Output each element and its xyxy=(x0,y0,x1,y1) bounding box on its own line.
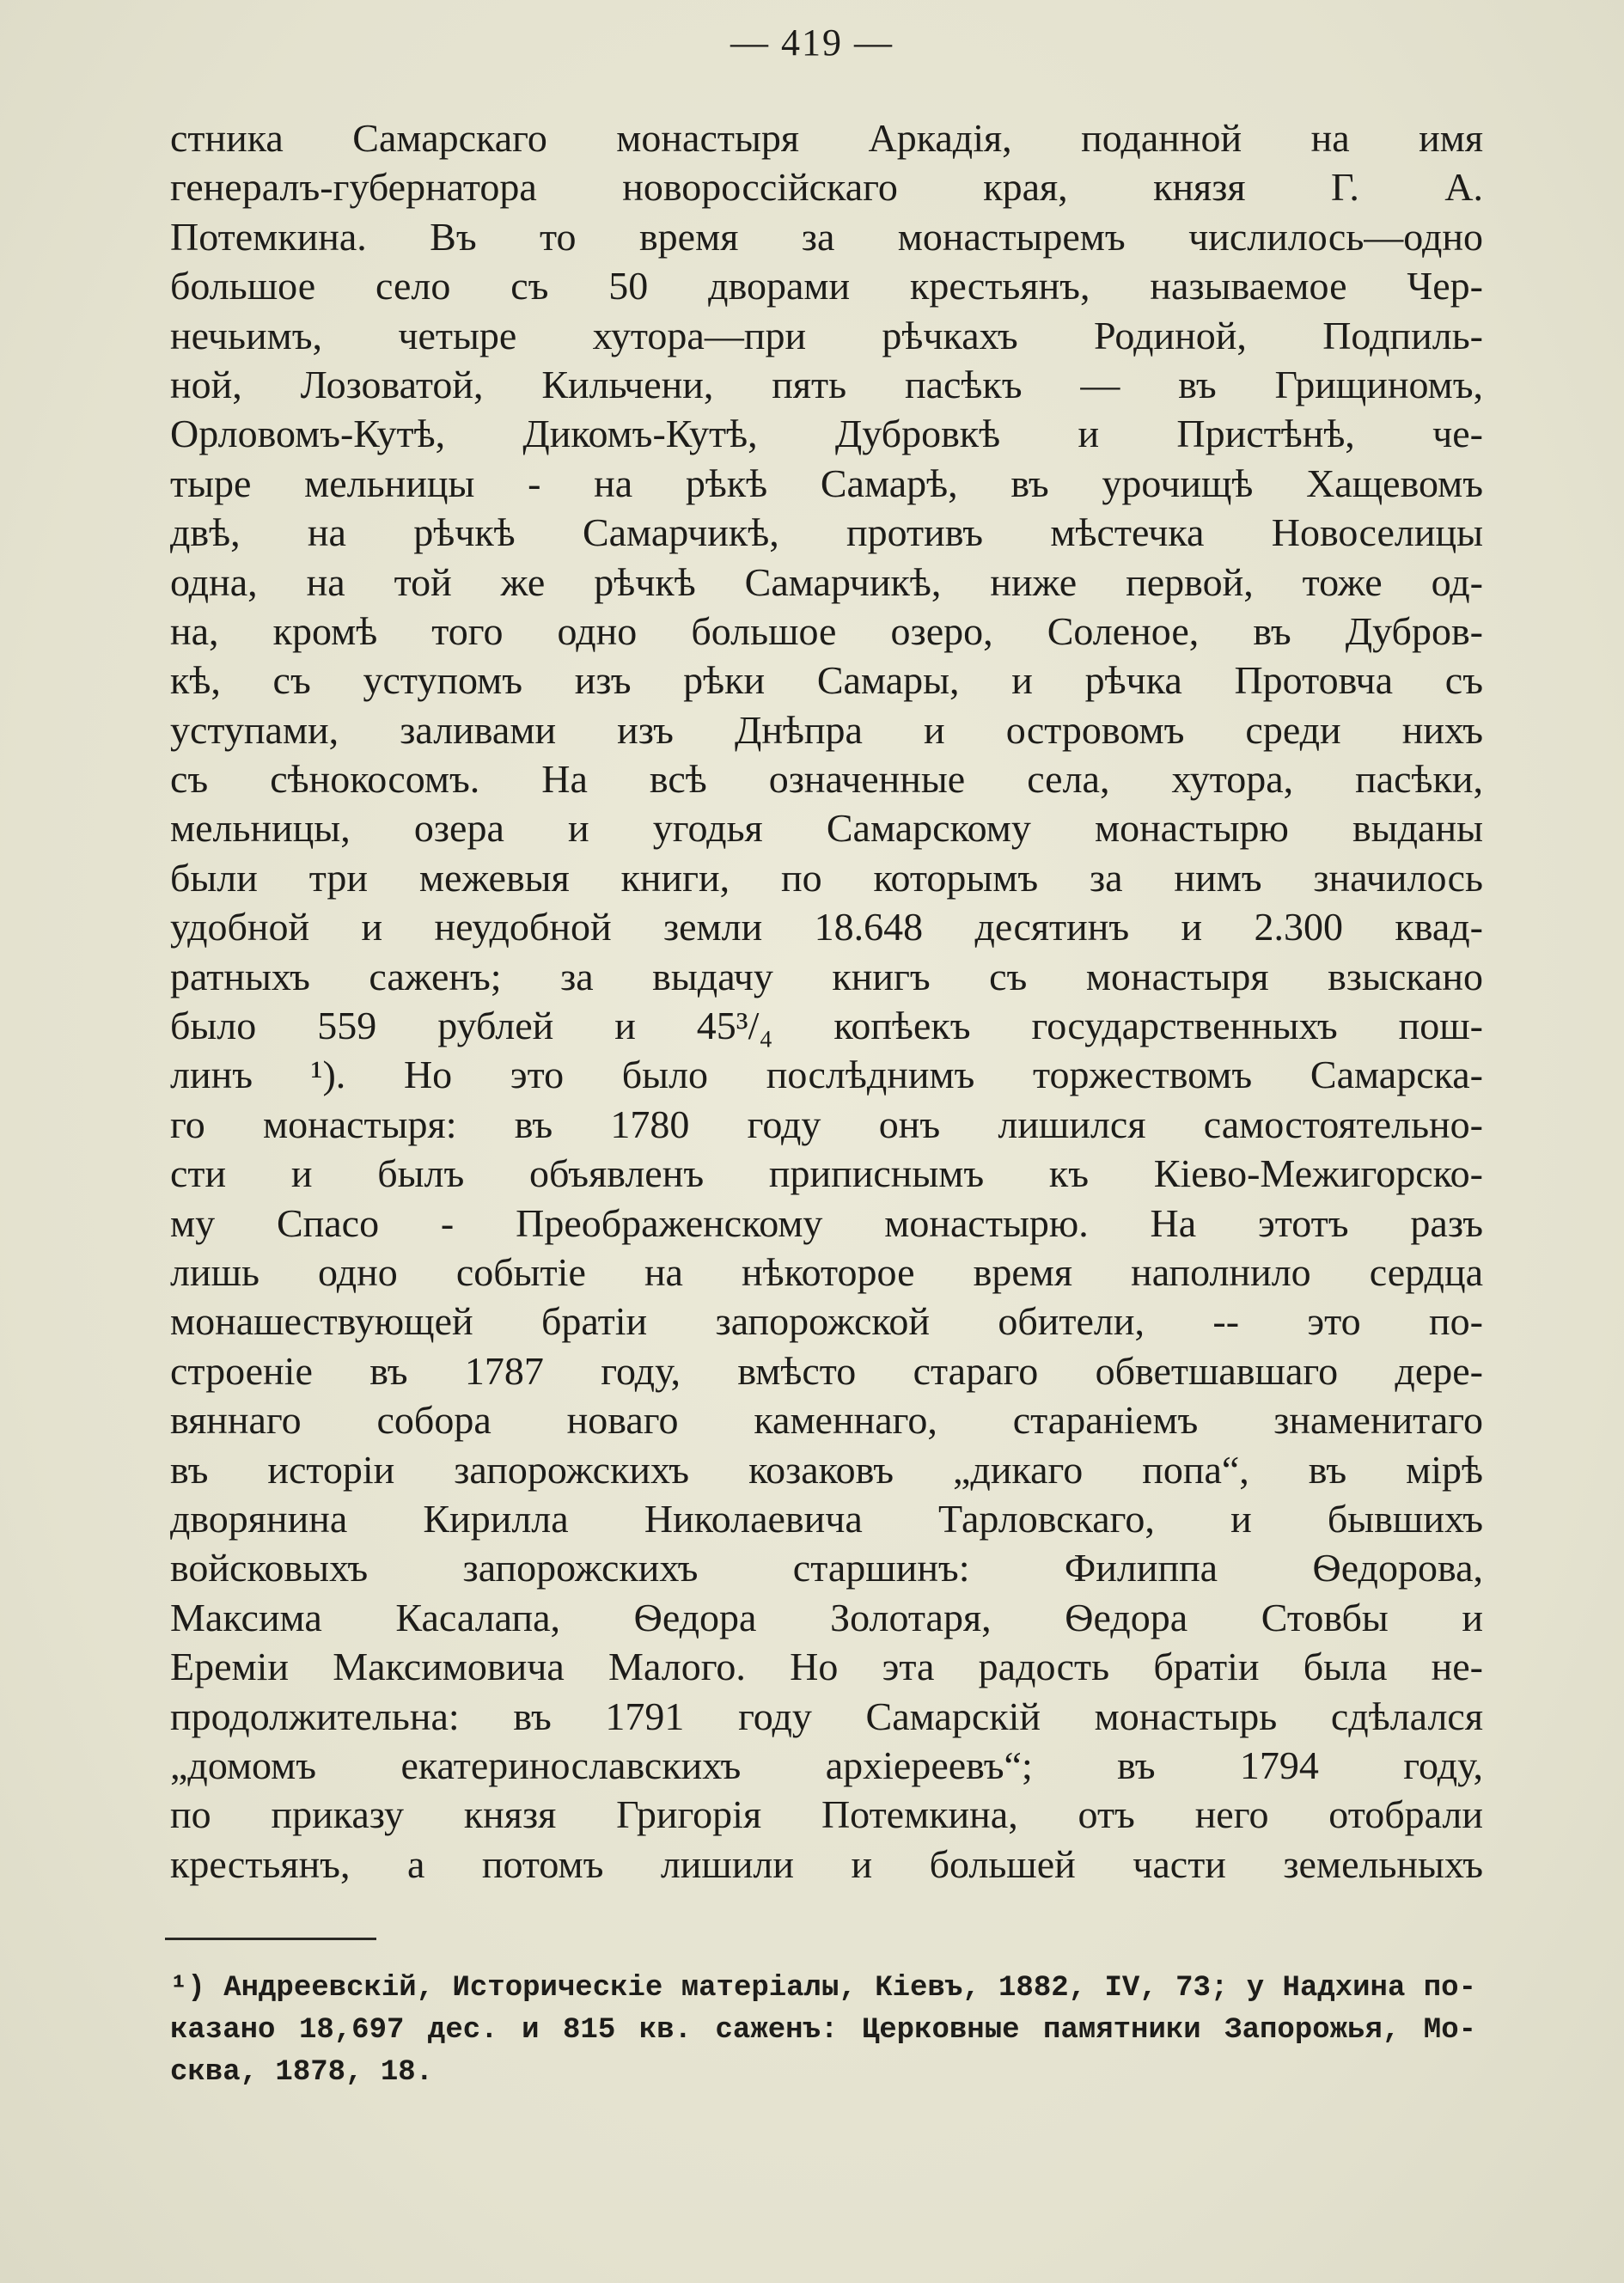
text-line: линъ ¹). Но это было послѣднимъ торжествомъ Самарска- xyxy=(170,1053,1483,1097)
text-line: строеніе въ 1787 году, вмѣсто стараго обветшавшаго дере- xyxy=(170,1348,1483,1393)
page-number: — 419 — xyxy=(730,21,894,64)
text-line: ратныхъ саженъ; за выдачу книгъ съ монастыря взыскано xyxy=(170,954,1483,998)
text-line: по приказу князя Григорія Потемкина, отъ него отобрали xyxy=(170,1792,1483,1837)
text-line: на, кромѣ того одно большое озеро, Соленое, въ Дубров- xyxy=(170,608,1483,653)
text-line: му Спасо - Преображенскому монастырю. На этотъ разъ xyxy=(170,1200,1483,1245)
text-line: лишь одно событіе на нѣкоторое время наполнило сердца xyxy=(170,1249,1483,1294)
footnote-divider xyxy=(165,1938,376,1940)
text-line: было 559 рублей и 45³/₄ копѣекъ государственныхъ пош- xyxy=(170,1004,1483,1048)
text-line: Потемкина. Въ то время за монастыремъ числилось—одно xyxy=(170,214,1483,259)
text-line: уступами, заливами изъ Днѣпра и островомъ среди нихъ xyxy=(170,707,1483,752)
footnote-line: казано 18,697 дес. и 815 кв. саженъ: Церковные памятники Запорожья, Мо- xyxy=(170,2014,1476,2047)
text-line: большое село съ 50 дворами крестьянъ, называемое Чер- xyxy=(170,264,1483,308)
text-line: го монастыря: въ 1780 году онъ лишился самостоятельно- xyxy=(170,1102,1483,1146)
text-line: стника Самарскаго монастыря Аркадія, поданной на имя xyxy=(170,116,1483,160)
text-line: ной, Лозоватой, Кильчени, пять пасѣкъ — въ Грищиномъ, xyxy=(170,362,1483,406)
text-line: удобной и неудобной земли 18.648 десятинъ и 2.300 квад- xyxy=(170,905,1483,949)
text-line: дворянина Кирилла Николаевича Тарловскаго, и бывшихъ xyxy=(170,1496,1483,1541)
text-line: монашествующей братіи запорожской обители, -- это по- xyxy=(170,1299,1483,1344)
main-text xyxy=(170,113,1483,1889)
text-line: были три межевыя книги, по которымъ за нимъ значилось xyxy=(170,855,1483,900)
text-line: съ сѣнокосомъ. На всѣ означенные села, хутора, пасѣки, xyxy=(170,757,1483,802)
text-line: Ереміи Максимовича Малого. Но эта радость братіи была не- xyxy=(170,1645,1483,1689)
text-line: тыре мельницы - на рѣкѣ Самарѣ, въ урочищѣ Хащевомъ xyxy=(170,461,1483,505)
text-line: Максима Касалапа, Ѳедора Золотаря, Ѳедора Стовбы и xyxy=(170,1595,1483,1639)
text-line: вяннаго собора новаго каменнаго, стараніемъ знаменитаго xyxy=(170,1398,1483,1443)
text-line: нечьимъ, четыре хутора—при рѣчкахъ Родиной, Подпиль- xyxy=(170,313,1483,357)
text-line: генералъ-губернатора новороссійскаго края, князя Г. А. xyxy=(170,165,1483,210)
text-line: одна, на той же рѣчкѣ Самарчикѣ, ниже первой, тоже од- xyxy=(170,559,1483,604)
footnote-line: ¹) Андреевскій, Историческіе матеріалы, Кіевъ, 1882, IV, 73; у Надхина по- xyxy=(170,1972,1476,2005)
footnote xyxy=(170,1968,1476,2094)
text-line: Орловомъ-Кутѣ, Дикомъ-Кутѣ, Дубровкѣ и Пристѣнѣ, че- xyxy=(170,412,1483,456)
text-line: войсковыхъ запорожскихъ старшинъ: Филиппа Ѳедорова, xyxy=(170,1546,1483,1590)
text-line: продолжительна: въ 1791 году Самарскій монастырь сдѣлался xyxy=(170,1694,1483,1738)
text-line: въ исторіи запорожскихъ козаковъ „дикаго попа“, въ мірѣ xyxy=(170,1447,1483,1492)
text-line: сти и былъ объявленъ приписнымъ къ Кіево-Межигорско- xyxy=(170,1151,1483,1196)
text-line: мельницы, озера и угодья Самарскому монастырю выданы xyxy=(170,806,1483,851)
text-line: кѣ, съ уступомъ изъ рѣки Самары, и рѣчка Протовча съ xyxy=(170,658,1483,703)
footnote-line: сква, 1878, 18. xyxy=(170,2056,434,2089)
text-line: крестьянъ, а потомъ лишили и большей части земельныхъ xyxy=(170,1841,1483,1886)
text-line: „домомъ екатеринославскихъ архіереевъ“; въ 1794 году, xyxy=(170,1743,1483,1787)
text-line: двѣ, на рѣчкѣ Самарчикѣ, противъ мѣстечка Новоселицы xyxy=(170,510,1483,555)
